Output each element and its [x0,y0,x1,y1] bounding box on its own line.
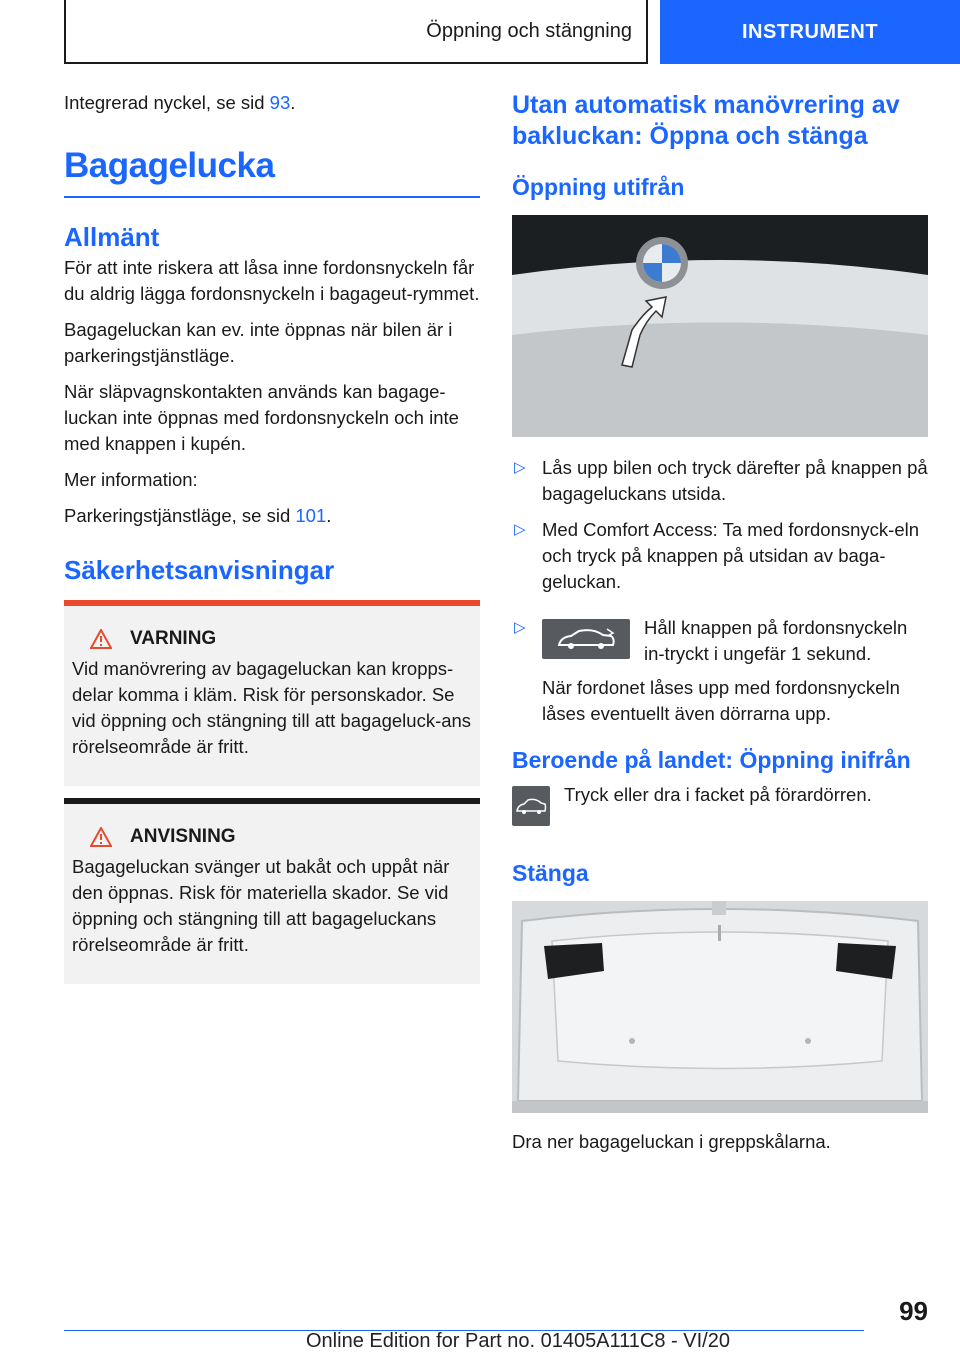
paragraph-2: Bagageluckan kan ev. inte öppnas när bilen är i parkeringstjänstläge. [64,319,453,366]
note-title: ANVISNING [130,826,236,847]
note-text: Bagageluckan svänger ut bakåt och uppåt när den öppnas. Risk för materiella skador. Se vid öppning och stängning till att bagageluckans rörelseområde är fritt. [72,856,450,955]
footer-edition: Online Edition for Part no. 01405A111C8 - VI/20 [306,1330,730,1352]
list-item [512,455,928,507]
bullet-text: Lås upp bilen och tryck därefter på knappen på bagageluckans utsida. [542,457,928,504]
trunk-release-icon [512,786,550,826]
bullet-triangle-icon: ▷ [514,459,526,476]
bullet-text: Håll knappen på fordonsnyckeln in-tryckt i ungefär 1 sekund. [644,617,908,664]
warning-triangle-icon [90,827,112,847]
page-link-101[interactable]: 101 [295,505,327,526]
bullet-text: Med Comfort Access: Ta med fordonsnyck-eln och tryck på knappen på utsidan av baga-geluckan. [542,519,920,592]
header-chapter-tab[interactable]: INSTRUMENT [660,0,960,64]
list-item [512,517,928,595]
warning-triangle-icon [90,629,112,649]
section-heading: Utan automatisk manövrering av bakluckan: Öppna och stänga [512,91,900,150]
after-bullet-text: När fordonet låses upp med fordonsnyckeln låses eventuellt även dörrarna upp. [542,677,900,724]
warning-text: Vid manövrering av bagageluckan kan kropps-delar komma i kläm. Risk för personskador. Se vid öppning och stängning till att bagageluck-ans rörelseområde är fritt. [72,658,472,757]
bullet-triangle-icon: ▷ [514,521,526,538]
open-steps-list [512,455,928,727]
note-title-row [72,826,472,848]
key-button-row [542,615,928,667]
p5-end: . [326,505,332,526]
page-number: 99 [899,1296,928,1326]
right-column [512,90,928,1165]
close-text: Dra ner bagageluckan i greppskålarna. [512,1131,831,1152]
warning-title-row [72,628,472,650]
intro-paragraph [64,90,480,116]
page-link-93[interactable]: 93 [269,92,291,113]
paragraph-3: När släpvagnskontakten används kan bagage-luckan inte öppnas med fordonsnyckeln och inte med knappen i kupén. [64,381,459,454]
trunk-key-button-icon [542,619,630,659]
warning-title: VARNING [130,628,217,649]
left-column [64,90,480,984]
note-box [64,798,480,984]
general-heading: Allmänt [64,222,160,252]
list-item [512,615,928,727]
close-heading: Stänga [512,860,589,886]
inside-open-text: Tryck eller dra i facket på förardörren. [564,784,872,805]
header-section-title: Öppning och stängning [64,0,648,64]
safety-heading: Säkerhetsanvisningar [64,555,335,585]
paragraph-4: Mer information: [64,469,198,490]
country-heading: Beroende på landet: Öppning inifrån [512,747,911,773]
trunk-lid-inside-photo [512,901,928,1113]
paragraph-1: För att inte riskera att låsa inne fordonsnyckeln får du aldrig lägga fordonsnyckeln i bagageut-rymmet. [64,257,480,304]
p5-text: Parkeringstjänstläge, se sid [64,505,296,526]
paragraph-5 [64,503,480,529]
intro-text: Integrerad nyckel, se sid [64,92,270,113]
page-title: Bagagelucka [64,146,480,198]
trunk-button-photo [512,215,928,437]
intro-end: . [290,92,296,113]
warning-box [64,600,480,786]
open-outside-heading: Öppning utifrån [512,174,685,200]
inside-open-row [512,782,928,826]
bullet-triangle-icon: ▷ [514,619,526,636]
